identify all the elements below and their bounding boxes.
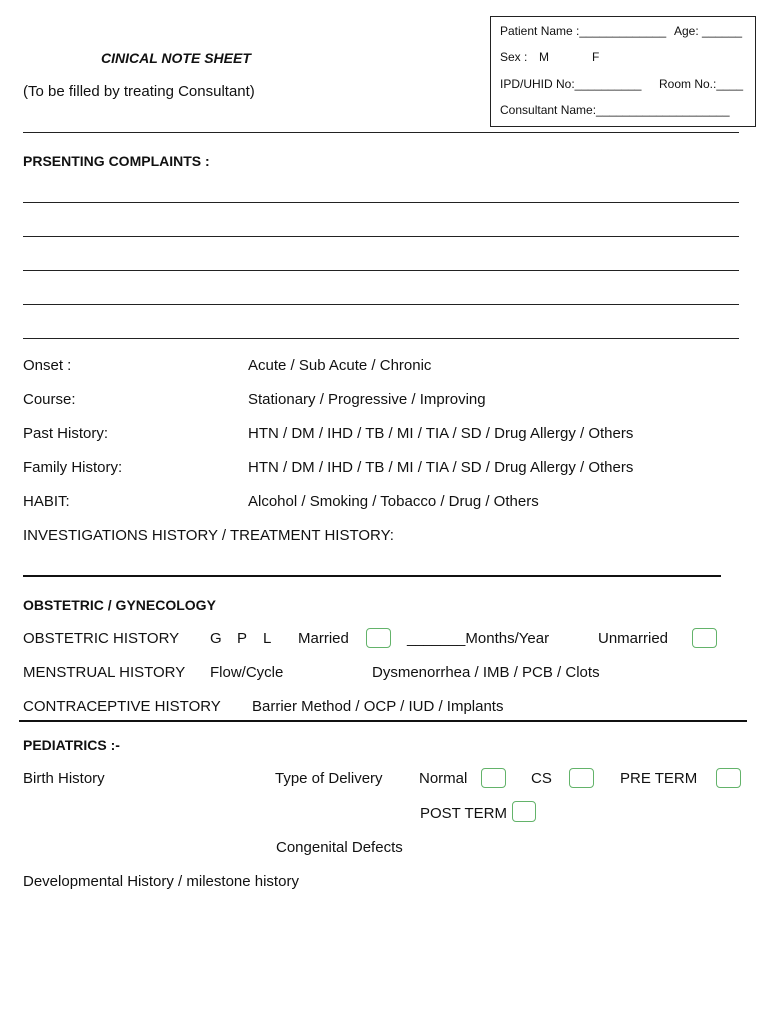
sex-option-f[interactable]: F bbox=[592, 50, 600, 64]
onset-options[interactable]: Acute / Sub Acute / Chronic bbox=[248, 357, 432, 374]
room-no-field[interactable]: Room No.:____ bbox=[659, 77, 744, 91]
ipd-uhid-field[interactable]: IPD/UHID No:__________ bbox=[500, 77, 642, 91]
section-divider bbox=[19, 720, 747, 722]
complaint-line-5[interactable] bbox=[23, 338, 739, 339]
married-label: Married bbox=[298, 630, 349, 647]
complaint-line-2[interactable] bbox=[23, 236, 739, 237]
flow-cycle-field[interactable]: Flow/Cycle bbox=[210, 664, 284, 681]
cs-checkbox[interactable] bbox=[569, 768, 594, 788]
patient-info-box bbox=[490, 16, 756, 127]
living-label: L bbox=[263, 630, 272, 647]
birth-history-label: Birth History bbox=[23, 770, 105, 787]
menstrual-history-label: MENSTRUAL HISTORY bbox=[23, 664, 186, 681]
normal-checkbox[interactable] bbox=[481, 768, 506, 788]
past-history-label: Past History: bbox=[23, 425, 109, 442]
sex-option-m[interactable]: M bbox=[539, 50, 549, 64]
past-history-options[interactable]: HTN / DM / IHD / TB / MI / TIA / SD / Drug Allergy / Others bbox=[248, 425, 634, 442]
form-subtitle: (To be filled by treating Consultant) bbox=[23, 83, 255, 100]
married-checkbox[interactable] bbox=[366, 628, 391, 648]
contraceptive-options[interactable]: Barrier Method / OCP / IUD / Implants bbox=[252, 698, 504, 715]
complaint-line-1[interactable] bbox=[23, 202, 739, 203]
investigations-label: INVESTIGATIONS HISTORY / TREATMENT HISTORY: bbox=[23, 527, 394, 544]
habit-label: HABIT: bbox=[23, 493, 70, 510]
patient-name-field[interactable]: Patient Name :_____________ bbox=[500, 24, 667, 38]
congenital-defects-label: Congenital Defects bbox=[276, 839, 403, 856]
consultant-name-field[interactable]: Consultant Name:____________________ bbox=[500, 103, 730, 117]
cs-label: CS bbox=[531, 770, 552, 787]
pre-term-checkbox[interactable] bbox=[716, 768, 741, 788]
developmental-history-label: Developmental History / milestone history bbox=[23, 873, 299, 890]
obstetric-history-label: OBSTETRIC HISTORY bbox=[23, 630, 180, 647]
pediatrics-heading: PEDIATRICS :- bbox=[23, 737, 120, 753]
sex-label: Sex : bbox=[500, 50, 528, 64]
investigations-line[interactable] bbox=[23, 575, 721, 577]
post-term-checkbox[interactable] bbox=[512, 801, 536, 822]
type-of-delivery-label: Type of Delivery bbox=[275, 770, 383, 787]
unmarried-checkbox[interactable] bbox=[692, 628, 717, 648]
unmarried-label: Unmarried bbox=[598, 630, 669, 647]
complaints-heading: PRSENTING COMPLAINTS : bbox=[23, 153, 210, 169]
post-term-label: POST TERM bbox=[420, 805, 507, 822]
contraceptive-history-label: CONTRACEPTIVE HISTORY bbox=[23, 698, 221, 715]
family-history-options[interactable]: HTN / DM / IHD / TB / MI / TIA / SD / Drug Allergy / Others bbox=[248, 459, 634, 476]
months-year-field[interactable]: _______Months/Year bbox=[407, 630, 550, 647]
normal-label: Normal bbox=[419, 770, 468, 787]
habit-options[interactable]: Alcohol / Smoking / Tobacco / Drug / Others bbox=[248, 493, 539, 510]
onset-label: Onset : bbox=[23, 357, 72, 374]
form-title: CINICAL NOTE SHEET bbox=[101, 50, 251, 66]
dysmenorrhea-options[interactable]: Dysmenorrhea / IMB / PCB / Clots bbox=[372, 664, 600, 681]
header-divider bbox=[23, 132, 739, 133]
family-history-label: Family History: bbox=[23, 459, 123, 476]
gravida-label: G bbox=[210, 630, 222, 647]
course-label: Course: bbox=[23, 391, 76, 408]
complaint-line-3[interactable] bbox=[23, 270, 739, 271]
obgyn-heading: OBSTETRIC / GYNECOLOGY bbox=[23, 597, 216, 613]
pre-term-label: PRE TERM bbox=[620, 770, 698, 787]
complaint-line-4[interactable] bbox=[23, 304, 739, 305]
course-options[interactable]: Stationary / Progressive / Improving bbox=[248, 391, 486, 408]
age-field[interactable]: Age: ______ bbox=[674, 24, 743, 38]
para-label: P bbox=[237, 630, 248, 647]
